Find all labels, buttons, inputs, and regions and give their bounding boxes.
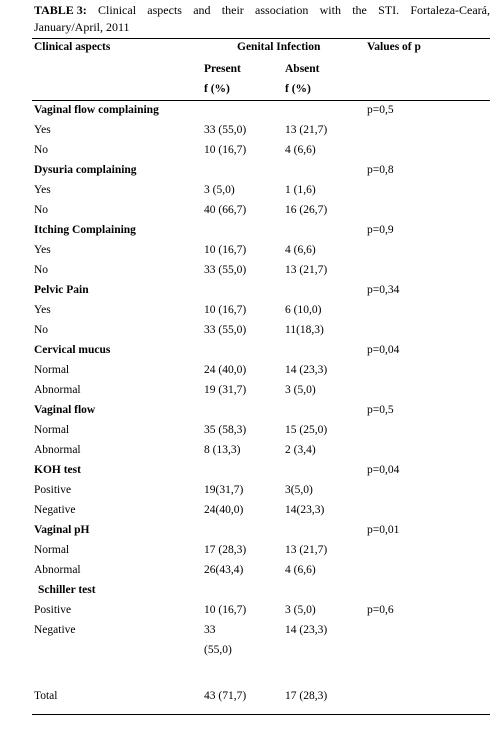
row-label: Negative — [34, 624, 76, 636]
header-absent: Absent — [285, 63, 320, 75]
p-value: p=0,01 — [367, 524, 400, 536]
p-value: p=0,9 — [367, 224, 394, 236]
absent-value: 13 (21,7) — [285, 124, 328, 136]
row-label: Positive — [34, 484, 72, 496]
caption-line-2: January/April, 2011 — [34, 20, 130, 34]
section-title: Vaginal flow complaining — [34, 104, 159, 116]
present-value: 33 (55,0) — [204, 324, 247, 336]
row-label: Yes — [34, 124, 51, 136]
row-label: Normal — [34, 364, 70, 376]
p-value: p=0,34 — [367, 284, 400, 296]
present-value: 26(43,4) — [204, 564, 244, 576]
present-value: 33 (55,0) — [204, 264, 247, 276]
row-label: Negative — [34, 504, 76, 516]
section-title: Itching Complaining — [34, 224, 136, 236]
present-value: 3 (5,0) — [204, 184, 235, 196]
row-label: Abnormal — [34, 564, 81, 576]
header-present: Present — [204, 63, 241, 75]
row-label: Normal — [34, 544, 70, 556]
row-label: No — [34, 144, 49, 156]
row-label: Normal — [34, 424, 70, 436]
present-value: 17 (28,3) — [204, 544, 247, 556]
present-value: 40 (66,7) — [204, 204, 247, 216]
caption-word: their — [221, 3, 244, 17]
absent-value: 14(23,3) — [285, 504, 325, 516]
absent-value: 14 (23,3) — [285, 364, 328, 376]
present-value-continued: (55,0) — [204, 644, 232, 656]
row-label: Abnormal — [34, 444, 81, 456]
p-value: p=0,04 — [367, 344, 400, 356]
row-label: Yes — [34, 244, 51, 256]
section-title: Dysuria complaining — [34, 164, 137, 176]
absent-value: 15 (25,0) — [285, 424, 328, 436]
p-value: p=0,04 — [367, 464, 400, 476]
absent-value: 6 (10,0) — [285, 304, 322, 316]
section-title: Pelvic Pain — [34, 284, 89, 296]
header-clinical-aspects: Clinical aspects — [34, 41, 111, 53]
absent-value: 3 (5,0) — [285, 604, 316, 616]
section-title: Schiller test — [38, 584, 96, 596]
bottom-rule — [32, 714, 490, 715]
present-value: 33 (55,0) — [204, 124, 247, 136]
present-value: 10 (16,7) — [204, 604, 247, 616]
present-value: 19 (31,7) — [204, 384, 247, 396]
caption-word: association — [255, 3, 309, 17]
total-present: 43 (71,7) — [204, 690, 247, 702]
header-genital-infection: Genital Infection — [237, 41, 321, 53]
present-value: 8 (13,3) — [204, 444, 241, 456]
row-label: No — [34, 264, 49, 276]
total-absent: 17 (28,3) — [285, 690, 328, 702]
present-value: 10 (16,7) — [204, 144, 247, 156]
table-caption — [34, 2, 490, 36]
present-value: 19(31,7) — [204, 484, 244, 496]
header-rule — [32, 100, 490, 101]
row-label: Yes — [34, 304, 51, 316]
p-value: p=0,8 — [367, 164, 394, 176]
absent-value: 2 (3,4) — [285, 444, 316, 456]
row-label: Yes — [34, 184, 51, 196]
section-title: Vaginal pH — [34, 524, 90, 536]
absent-value: 14 (23,3) — [285, 624, 328, 636]
p-value: p=0,5 — [367, 404, 394, 416]
row-label: Abnormal — [34, 384, 81, 396]
section-title: Cervical mucus — [34, 344, 111, 356]
absent-value: 4 (6,6) — [285, 564, 316, 576]
present-value: 10 (16,7) — [204, 244, 247, 256]
caption-word: Fortaleza-Ceará, — [410, 3, 490, 17]
absent-value: 13 (21,7) — [285, 264, 328, 276]
absent-value: 16 (26,7) — [285, 204, 328, 216]
caption-word: aspects — [147, 3, 182, 17]
absent-value: 4 (6,6) — [285, 144, 316, 156]
absent-value: 1 (1,6) — [285, 184, 316, 196]
caption-word: with — [319, 3, 341, 17]
header-values-of-p: Values of p — [367, 41, 421, 53]
row-label: No — [34, 324, 49, 336]
caption-word: the — [352, 3, 367, 17]
absent-value: 13 (21,7) — [285, 544, 328, 556]
header-present-unit: f (%) — [204, 83, 230, 95]
p-value: p=0,6 — [367, 604, 394, 616]
header-absent-unit: f (%) — [285, 83, 311, 95]
present-value: 24 (40,0) — [204, 364, 247, 376]
caption-label: TABLE 3: — [34, 3, 87, 17]
absent-value: 3(5,0) — [285, 484, 313, 496]
top-rule — [32, 38, 490, 39]
caption-line-1 — [34, 2, 490, 19]
row-label: Positive — [34, 604, 72, 616]
section-title: Vaginal flow — [34, 404, 96, 416]
p-value: p=0,5 — [367, 104, 394, 116]
caption-word: and — [193, 3, 211, 17]
absent-value: 3 (5,0) — [285, 384, 316, 396]
present-value: 24(40,0) — [204, 504, 244, 516]
present-value: 10 (16,7) — [204, 304, 247, 316]
present-value: 35 (58,3) — [204, 424, 247, 436]
absent-value: 4 (6,6) — [285, 244, 316, 256]
caption-word: STI. — [378, 3, 400, 17]
row-label: No — [34, 204, 49, 216]
section-title: KOH test — [34, 464, 81, 476]
caption-word: Clinical — [98, 3, 137, 17]
present-value: 33 — [204, 624, 216, 636]
absent-value: 11(18,3) — [285, 324, 324, 336]
total-label: Total — [34, 690, 58, 702]
